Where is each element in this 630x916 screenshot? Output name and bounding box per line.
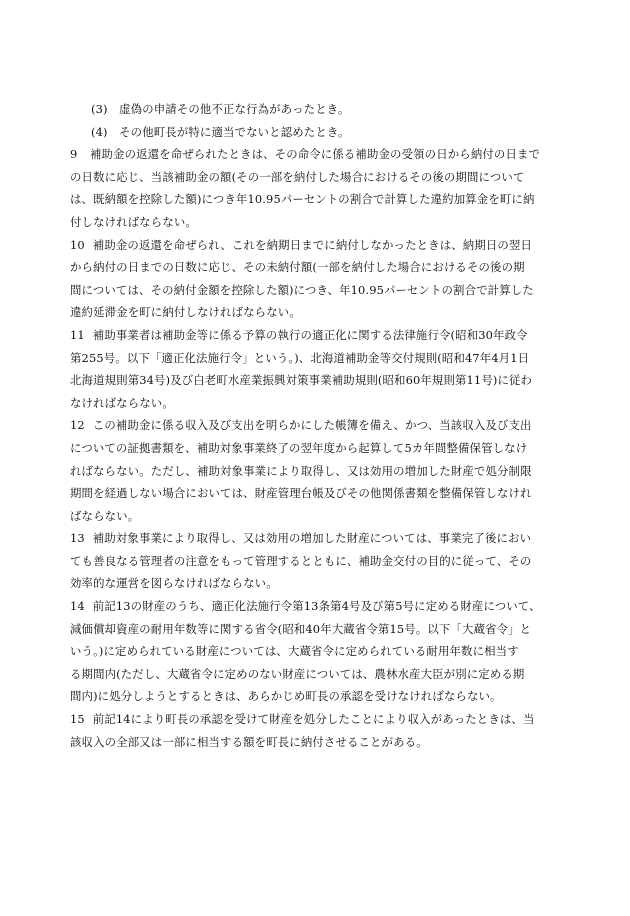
clause-number: 10 <box>70 237 85 252</box>
clause-text: この補助金に係る収入及び支出を明らかにした帳簿を備え、かつ、当該収入及び支出 <box>92 418 532 433</box>
clause-9 <box>70 143 564 233</box>
clause-line: る期間内(ただし、大蔵省令に定めのない財産については、農林水産大臣が別に定める期 <box>70 666 525 681</box>
clause-12 <box>70 414 564 527</box>
clause-line: 期間を経過しない場合においては、財産管理台帳及びその他関係書類を整備保管しなけれ <box>70 486 532 501</box>
clause-11 <box>70 324 564 414</box>
subitem-4 <box>70 121 564 144</box>
clause-text: 補助対象事業により取得し、又は効用の増加した財産については、事業完了後におい <box>92 531 532 546</box>
clause-line <box>70 595 564 618</box>
clause-line <box>70 143 564 166</box>
clause-number: 12 <box>70 418 85 433</box>
clause-text: 前記14により町長の承認を受けて財産を処分したことにより収入があったときは、当 <box>92 712 535 727</box>
clause-line: いう。)に定められている財産については、大蔵省令に定められている耐用年数に相当す <box>70 644 519 659</box>
clause-line <box>70 414 564 437</box>
clause-line <box>70 324 564 347</box>
clause-line: 該収入の全部又は一部に相当する額を町長に納付させることがある。 <box>70 734 428 749</box>
clause-line: なければならない。 <box>70 395 174 410</box>
clause-line: から納付の日までの日数に応じ、その未納付額(一部を納付した場合におけるその後の期 <box>70 260 525 275</box>
clause-line <box>70 234 564 257</box>
clause-line: 間内)に処分しようとするときは、あらかじめ町長の承認を受けなければならない。 <box>70 689 502 704</box>
clause-text: 前記13の財産のうち、適正化法施行令第13条第4号及び第5号に定める財産について、 <box>92 599 541 614</box>
clause-number: 14 <box>70 599 85 614</box>
clause-line: 減価償却資産の耐用年数等に関する省令(昭和40年大蔵省令第15号。以下「大蔵省令」と <box>70 621 532 636</box>
clause-15 <box>70 708 564 753</box>
clause-14 <box>70 595 564 708</box>
clause-line: 違約延滞金を町に納付しなければならない。 <box>70 305 301 320</box>
clause-line: 間については、その納付金額を控除した額)につき、年10.95パーセントの割合で計算した <box>70 282 534 297</box>
clause-number: 13 <box>70 531 85 546</box>
clause-line: の日数に応じ、当該補助金の額(その一部を納付した場合におけるその後の期間について <box>70 169 525 184</box>
clause-text: 補助事業者は補助金等に係る予算の執行の適正化に関する法律施行令(昭和30年政令 <box>92 327 528 342</box>
subitem-number: (4) <box>91 124 108 139</box>
subitem-number: (3) <box>91 102 108 116</box>
document-body <box>70 98 564 753</box>
clause-line: ても善良なる管理者の注意をもって管理するとともに、補助金交付の目的に従って、その <box>70 553 532 568</box>
subitem-text: その他町長が特に適当でないと認めたとき。 <box>119 124 350 139</box>
clause-number: 11 <box>70 327 85 342</box>
subitem-text: 虚偽の申請その他不正な行為があったとき。 <box>119 102 350 116</box>
clause-line <box>70 708 564 731</box>
clause-10 <box>70 234 564 324</box>
clause-line: 付しなければならない。 <box>70 214 197 229</box>
subitem-3 <box>70 98 564 121</box>
clause-text: 補助金の返還を命ぜられたときは、その命令に係る補助金の受領の日から納付の日まで <box>90 147 541 162</box>
clause-13 <box>70 527 564 595</box>
clause-line: は、既納額を控除した額)につき年10.95パーセントの割合で計算した違約加算金を町に納 <box>70 192 535 207</box>
clause-line <box>70 527 564 550</box>
clause-number: 9 <box>70 147 78 162</box>
clause-text: 補助金の返還を命ぜられ、これを納期日までに納付しなかったときは、納期日の翌日 <box>92 237 533 252</box>
clause-line: ばならない。 <box>70 508 140 523</box>
clause-line: ればならない。ただし、補助対象事業により取得し、又は効用の増加した財産で処分制限 <box>70 463 532 478</box>
clause-line: 北海道規則第34号)及び白老町水産業振興対策事業補助規則(昭和60年規則第11号)に従わ <box>70 373 533 388</box>
clause-number: 15 <box>70 712 85 727</box>
clause-line: についての証拠書類を、補助対象事業終了の翌年度から起算して5カ年間整備保管しなけ <box>70 440 528 455</box>
clause-line: 効率的な運営を図らなければならない。 <box>70 576 278 591</box>
clause-line: 第255号。以下「適正化法施行令」という。)、北海道補助金等交付規則(昭和47年4月1日 <box>70 350 530 365</box>
